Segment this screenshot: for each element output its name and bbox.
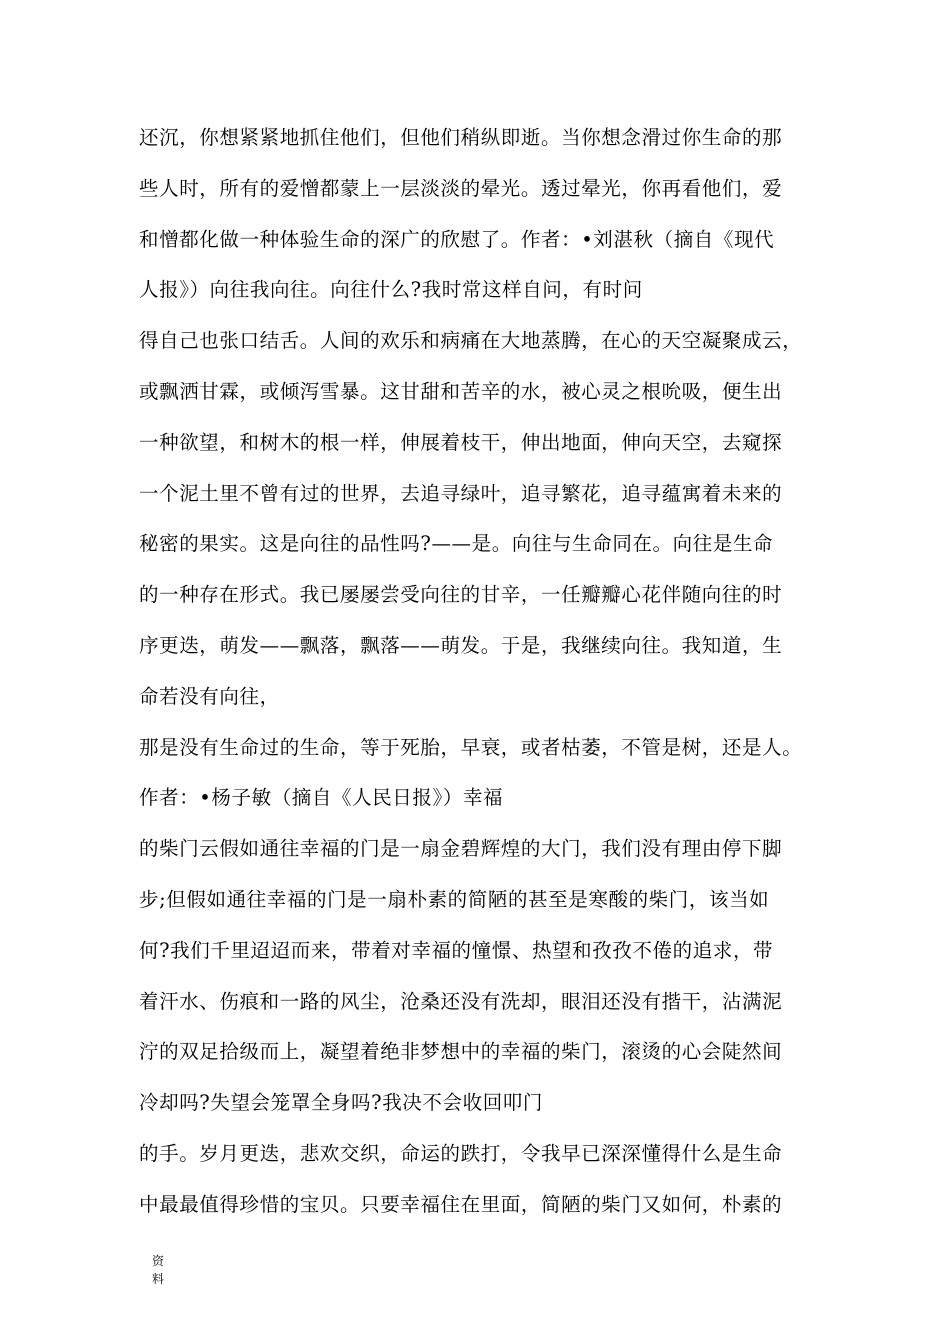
text-line: 何?我们千里迢迢而来，带着对幸福的憧憬、热望和孜孜不倦的追求，带	[139, 938, 774, 962]
text-line: 得自己也张口结舌。人间的欢乐和病痛在大地蒸腾，在心的天空凝聚成云，	[139, 329, 803, 353]
footer-char-2: 料	[151, 1272, 164, 1286]
text-line: 那是没有生命过的生命，等于死胎，早衰，或者枯萎，不管是树，还是人。	[139, 735, 803, 759]
text-line: 泞的双足拾级而上，凝望着绝非梦想中的幸福的柴门，滚烫的心会陡然间	[139, 1040, 783, 1064]
text-line: 的一种存在形式。我已屡屡尝受向往的甘辛，一任瓣瓣心花伴随向往的时	[139, 583, 783, 607]
text-line: 还沉，你想紧紧地抓住他们，但他们稍纵即逝。当你想念滑过你生命的那	[139, 126, 783, 149]
text-line: 和憎都化做一种体验生命的深广的欣慰了。作者：•刘湛秋（摘自《现代	[139, 227, 775, 251]
text-line: 冷却吗?失望会笼罩全身吗?我决不会收回叩门	[139, 1091, 544, 1115]
footer-note	[148, 1252, 168, 1288]
text-line: 一个泥土里不曾有过的世界，去追寻绿叶，追寻繁花，追寻蕴寓着未来的	[139, 481, 783, 505]
text-line: 一种欲望，和树木的根一样，伸展着枝干，伸出地面，伸向天空，去窥探	[139, 430, 783, 454]
text-line: 着汗水、伤痕和一路的风尘，沧桑还没有洗却，眼泪还没有揩干，沾满泥	[139, 989, 783, 1013]
text-line: 步;但假如通往幸福的门是一扇朴素的简陋的甚至是寒酸的柴门，该当如	[139, 887, 770, 911]
text-line: 作者：•杨子敏（摘自《人民日报》）幸福	[139, 786, 504, 810]
text-line: 中最最值得珍惜的宝贝。只要幸福住在里面，简陋的柴门又如何，朴素的	[139, 1192, 783, 1216]
text-line: 秘密的果实。这是向往的品性吗?——是。向往与生命同在。向往是生命	[139, 532, 774, 556]
text-line: 的柴门云假如通往幸福的门是一扇金碧辉煌的大门，我们没有理由停下脚	[139, 837, 783, 861]
text-line: 人报》）向往我向往。向往什么?我时常这样自问，有时问	[139, 278, 643, 302]
text-line: 序更迭，萌发——飘落，飘落——萌发。于是，我继续向往。我知道，生	[139, 633, 783, 657]
text-line: 些人时，所有的爱憎都蒙上一层淡淡的晕光。透过晕光，你再看他们，爱	[139, 176, 783, 200]
body-text	[139, 113, 839, 1231]
text-line: 的手。岁月更迭，悲欢交织，命运的跌打，令我早已深深懂得什么是生命	[139, 1141, 783, 1165]
text-line: 命若没有向往，	[139, 684, 280, 708]
footer-char-1: 资	[151, 1254, 164, 1268]
text-line: 或飘洒甘霖，或倾泻雪暴。这甘甜和苦辛的水，被心灵之根吮吸，便生出	[139, 379, 783, 403]
